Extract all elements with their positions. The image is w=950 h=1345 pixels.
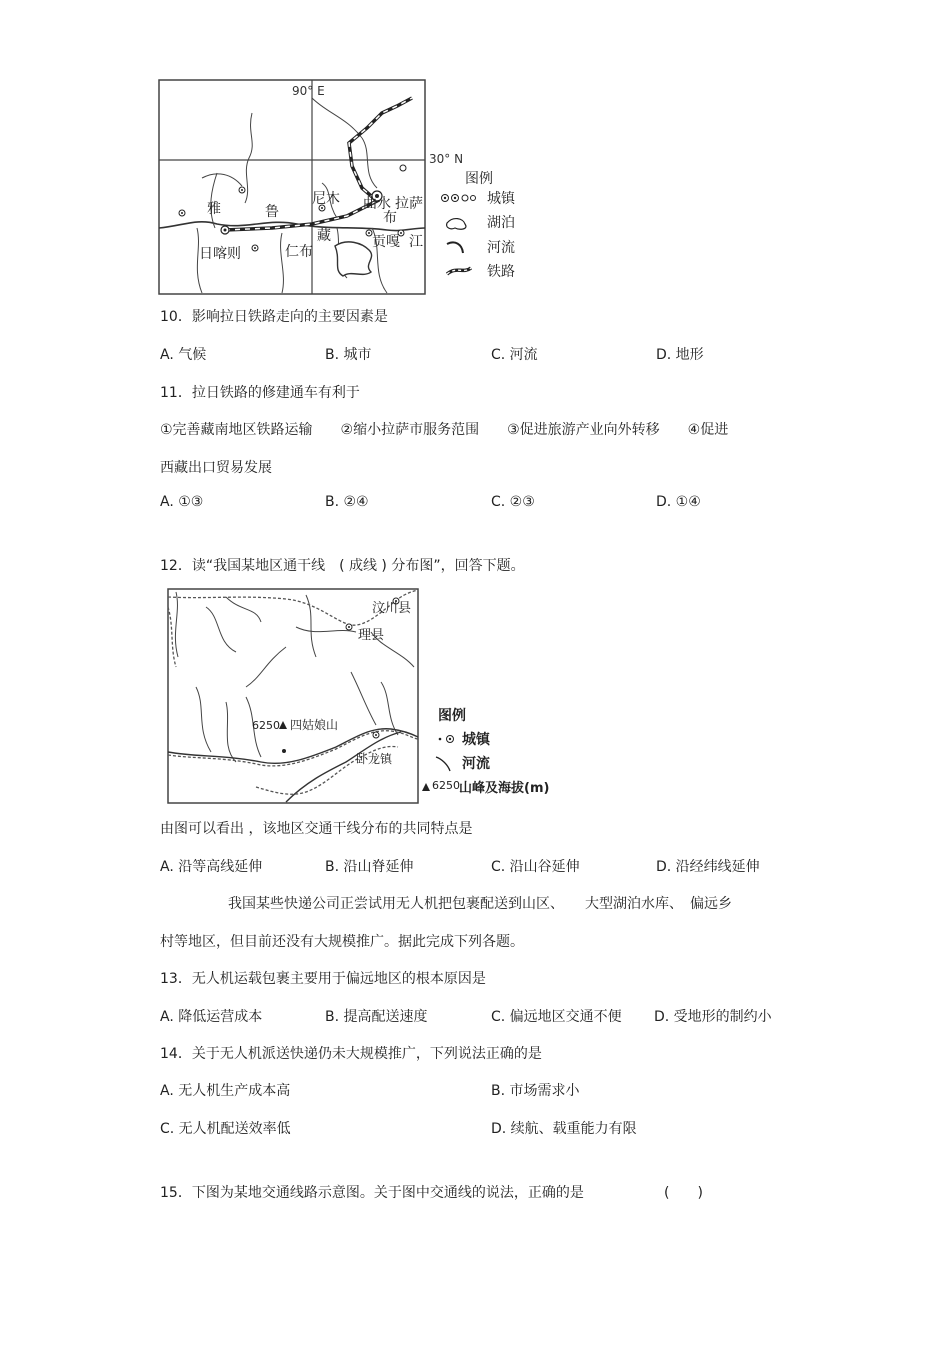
q11-stem: 11．拉日铁路的修建通车有利于 xyxy=(160,385,360,401)
peak-value: 6250 xyxy=(252,719,280,732)
q10-option-c[interactable]: C. 河流 xyxy=(491,347,538,363)
q15-stem: 15．下图为某地交通线路示意图。关于图中交通线的说法，正确的是 xyxy=(160,1185,584,1201)
legend2-town: 城镇 xyxy=(462,732,490,748)
legend2-peak-sample: 6250 xyxy=(432,779,460,792)
q12-sub: 由图可以看出 ，该地区交通干线分布的共同特点是 xyxy=(160,821,473,837)
q12-option-c[interactable]: C. 沿山谷延伸 xyxy=(491,859,580,875)
q10-option-d[interactable]: D. 地形 xyxy=(656,347,704,363)
q12-stem: 12．读“我国某地区通干线 ( 成线 ) 分布图”，回答下题。 xyxy=(160,558,525,574)
q10-stem: 10．影响拉日铁路走向的主要因素是 xyxy=(160,309,388,325)
q13-stem: 13．无人机运载包裹主要用于偏远地区的根本原因是 xyxy=(160,971,486,987)
place-qushui: 曲水 xyxy=(363,196,391,212)
map-lari-railway xyxy=(157,78,527,296)
q14-option-c[interactable]: C. 无人机配送效率低 xyxy=(160,1121,291,1137)
place-bu: 布 xyxy=(383,210,397,226)
place-jiang: 江 xyxy=(409,234,423,250)
place-lixian: 理县 xyxy=(358,628,385,643)
place-renbu: 仁布 xyxy=(285,244,313,260)
place-gongga: 贡嘎 xyxy=(372,234,400,250)
q10-option-a[interactable]: A. 气候 xyxy=(160,347,207,363)
q12-option-d[interactable]: D. 沿经纬线延伸 xyxy=(656,859,760,875)
place-wenchuan: 汶川县 xyxy=(372,601,412,616)
peak-name: 四姑娘山 xyxy=(290,718,339,732)
q10-option-b[interactable]: B. 城市 xyxy=(325,347,372,363)
q13-option-c[interactable]: C. 偏远地区交通不便 xyxy=(491,1009,622,1025)
q14-option-b[interactable]: B. 市场需求小 xyxy=(491,1083,580,1099)
place-rikaze: 日喀则 xyxy=(199,246,241,262)
lon-label: 90° E xyxy=(292,84,325,98)
legend2-river: 河流 xyxy=(462,756,490,772)
q14-option-a[interactable]: A. 无人机生产成本高 xyxy=(160,1083,291,1099)
q14-option-d[interactable]: D. 续航、载重能力有限 xyxy=(491,1121,637,1137)
q15-answer-paren: ( ) xyxy=(664,1185,703,1201)
q11-items-line2: 西藏出口贸易发展 xyxy=(160,460,272,476)
legend-rail: 铁路 xyxy=(487,264,515,280)
legend2-title: 图例 xyxy=(438,708,466,724)
q11-option-d[interactable]: D. ①④ xyxy=(656,494,701,510)
passage-line2: 村等地区，但目前还没有大规模推广。据此完成下列各题。 xyxy=(160,934,524,950)
place-lasa: 拉萨 xyxy=(395,196,423,212)
q11-items-line1: ①完善藏南地区铁路运输 ②缩小拉萨市服务范围 ③促进旅游产业向外转移 ④促进 xyxy=(160,422,729,438)
place-nimu: 尼木 xyxy=(312,191,340,207)
place-zang: 藏 xyxy=(317,228,331,244)
q13-option-b[interactable]: B. 提高配送速度 xyxy=(325,1009,428,1025)
q11-option-b[interactable]: B. ②④ xyxy=(325,494,369,510)
map-transport-lines xyxy=(166,587,570,807)
legend-title: 图例 xyxy=(465,171,493,187)
q13-option-a[interactable]: A. 降低运营成本 xyxy=(160,1009,263,1025)
lat-label: 30° N xyxy=(429,152,464,166)
q14-stem: 14．关于无人机派送快递仍未大规模推广，下列说法正确的是 xyxy=(160,1046,542,1062)
q12-option-a[interactable]: A. 沿等高线延伸 xyxy=(160,859,263,875)
place-lu: 鲁 xyxy=(265,204,279,220)
legend2-peak: 山峰及海拔(m) xyxy=(459,781,550,796)
q11-option-c[interactable]: C. ②③ xyxy=(491,494,535,510)
place-wolong: 卧龙镇 xyxy=(356,752,393,766)
q11-option-a[interactable]: A. ①③ xyxy=(160,494,204,510)
legend-town: 城镇 xyxy=(487,191,515,207)
passage-line1: 我国某些快递公司正尝试用无人机把包裹配送到山区、 大型湖泊水库、 偏远乡 xyxy=(228,896,732,912)
q13-option-d[interactable]: D. 受地形的制约小 xyxy=(654,1009,772,1025)
legend-river: 河流 xyxy=(487,240,515,256)
legend-lake: 湖泊 xyxy=(487,215,515,231)
q12-option-b[interactable]: B. 沿山脊延伸 xyxy=(325,859,414,875)
place-ya: 雅 xyxy=(207,201,221,217)
